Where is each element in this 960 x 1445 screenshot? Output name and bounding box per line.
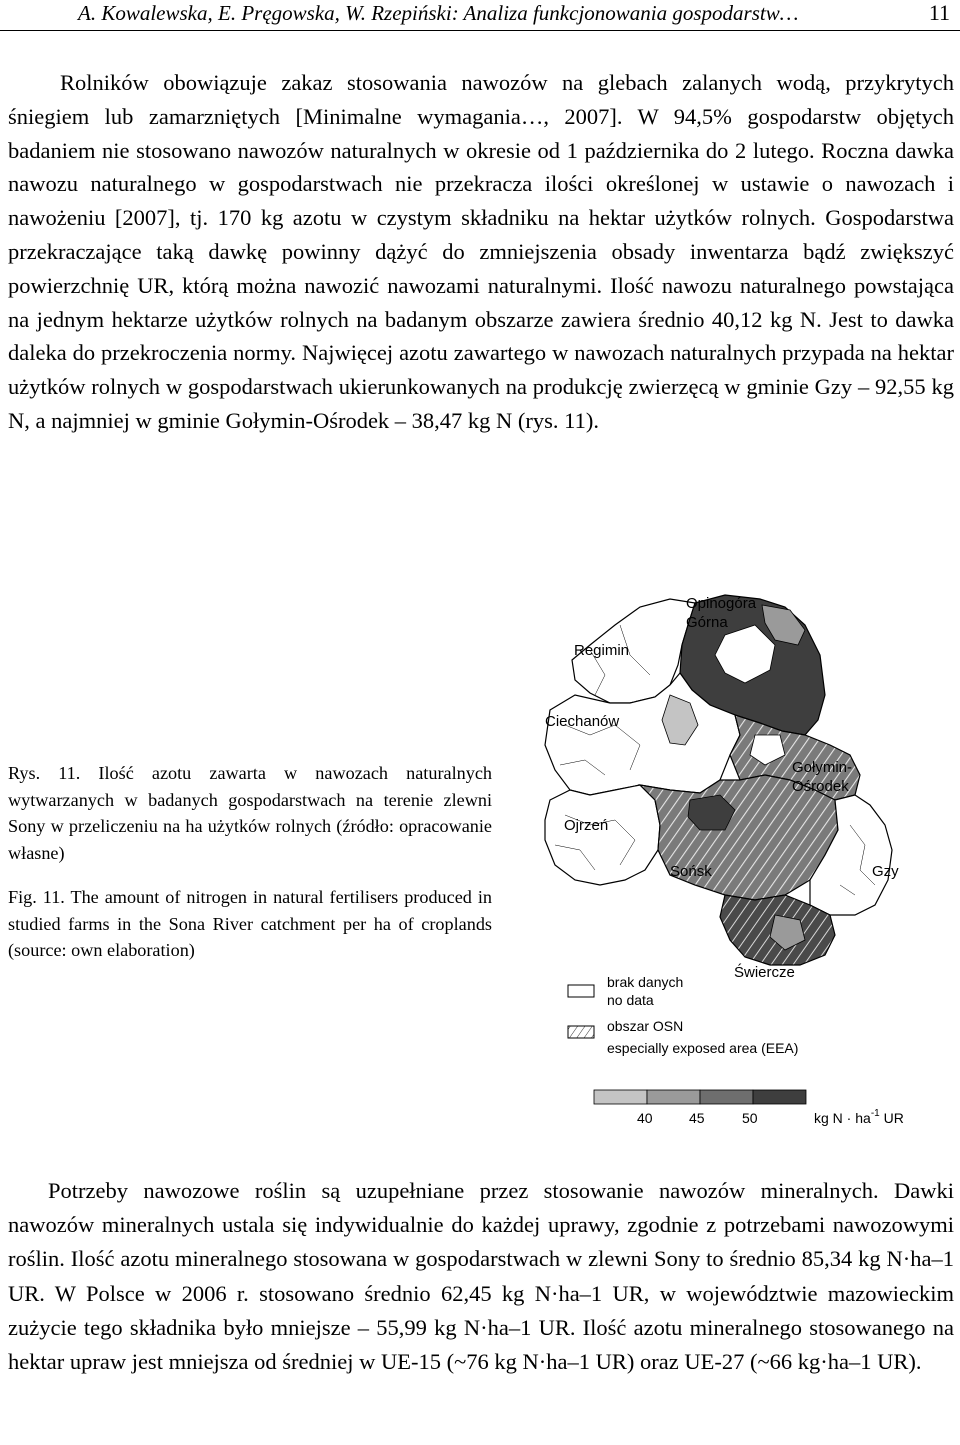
legend-osn-swatch <box>568 1026 594 1038</box>
nitrogen-map-figure <box>520 585 960 1165</box>
scale-unit-end: UR <box>879 1110 904 1126</box>
figure-caption-polish: Rys. 11. Ilość azotu zawarta w nawozach naturalnych wytwarzanych w badanych gospodarstwach na terenie zlewni Sony w przeliczeniu na ha użytków rolnych (źródło: opracowanie własne) <box>8 763 492 863</box>
body-paragraph-1: Rolników obowiązuje zakaz stosowania nawozów na glebach zalanych wodą, przykrytych śniegiem lub zamarzniętych [Minimalne wymagania…, 2007]. W 94,5% gospodarstw objętych badaniem nie stosowano nawozów naturalnych w okresie od 1 października do 2 lutego. Roczna dawka nawozu naturalnego w gospodarstwach nie przekracza ilości określonej w ustawie o nawozach i nawożeniu [2007], tj. 170 kg azotu w czystym składniku na hektar użytków rolnych. Gospodarstwa przekraczające taką dawkę powinny dążyć do zmniejszenia obsady inwentarza bądź zwiększyć powierzchnię UR, którą można nawozić nawozami naturalnymi. Ilość nawozu naturalnego powstająca na jednym hektarze użytków rolnych na badanym obszarze zawiera średnio 40,12 kg N. Jest to dawka daleka do przekroczenia normy. Najwięcej azotu zawartego w nawozach naturalnych przypada na hektar użytków rolnych w gospodarstwach ukierunkowanych na produkcję zwierzęcą w gminie Gzy – 92,55 kg N, a najmniej w gminie Gołymin-Ośrodek – 38,47 kg N (rys. 11). <box>8 70 954 433</box>
label-ciechanow: Ciechanów <box>545 713 620 730</box>
figure-caption-english: Fig. 11. The amount of nitrogen in natural fertilisers produced in studied farms in the Sona River catchment per ha of croplands (source: own elaboration) <box>8 887 492 961</box>
scale-class-4 <box>753 1090 806 1104</box>
header-authors-title: A. Kowalewska, E. Pręgowska, W. Rzepiński: Analiza funkcjonowania gospodarstw… <box>78 1 799 25</box>
scale-class-1 <box>594 1090 647 1104</box>
commune-ojrzen <box>545 785 660 885</box>
label-sonsk: Sońsk <box>670 863 712 880</box>
label-opinogora-line1: Opinogóra <box>686 595 757 612</box>
scale-tick-40: 40 <box>637 1110 653 1126</box>
scale-tick-50: 50 <box>742 1110 758 1126</box>
scale-unit-exponent: -1 <box>870 1108 880 1119</box>
label-gzy: Gzy <box>872 863 899 880</box>
legend-osn-en: especially exposed area (EEA) <box>607 1040 799 1056</box>
label-opinogora-line2: Górna <box>686 614 728 631</box>
legend-osn-pl: obszar OSN <box>607 1018 684 1034</box>
label-regimin: Regimin <box>574 642 630 659</box>
running-header <box>0 0 960 31</box>
scale-unit-main: kg N · ha <box>814 1110 871 1126</box>
scale-unit <box>814 1108 904 1126</box>
body-paragraph-2: Potrzeby nawozowe roślin są uzupełniane przez stosowanie nawozów mineralnych. Dawki nawozów mineralnych ustala się indywidualnie do każdej uprawy, zgodnie z potrzebami nawozowymi roślin. Ilość azotu mineralnego stosowana w gospodarstwach w zlewni Sony to średnio 85,34 kg N·ha–1 UR. W Polsce w 2006 r. stosowano średnio 62,45 kg N·ha–1 UR, w województwie mazowieckim zużycie tego składnika było mniejsze – 55,99 kg N·ha–1 UR. Ilość azotu mineralnego stosowanego na hektar upraw jest mniejsza od średniej w UE-15 (~76 kg N·ha–1 UR) oraz UE-27 (~66 kg·ha–1 UR). <box>8 1178 954 1375</box>
legend-no-data-pl: brak danych <box>607 974 684 990</box>
label-golymin-line1: Gołymin- <box>792 759 853 776</box>
label-ojrzen: Ojrzeń <box>564 817 609 834</box>
label-golymin-line2: Ośrodek <box>792 778 849 795</box>
legend-no-data-en: no data <box>607 992 654 1008</box>
label-swiercze: Świercze <box>734 964 795 981</box>
legend-no-data-swatch <box>568 985 594 997</box>
page-number: 11 <box>928 0 950 25</box>
scale-tick-45: 45 <box>689 1110 705 1126</box>
scale-class-3 <box>700 1090 753 1104</box>
scale-class-2 <box>647 1090 700 1104</box>
